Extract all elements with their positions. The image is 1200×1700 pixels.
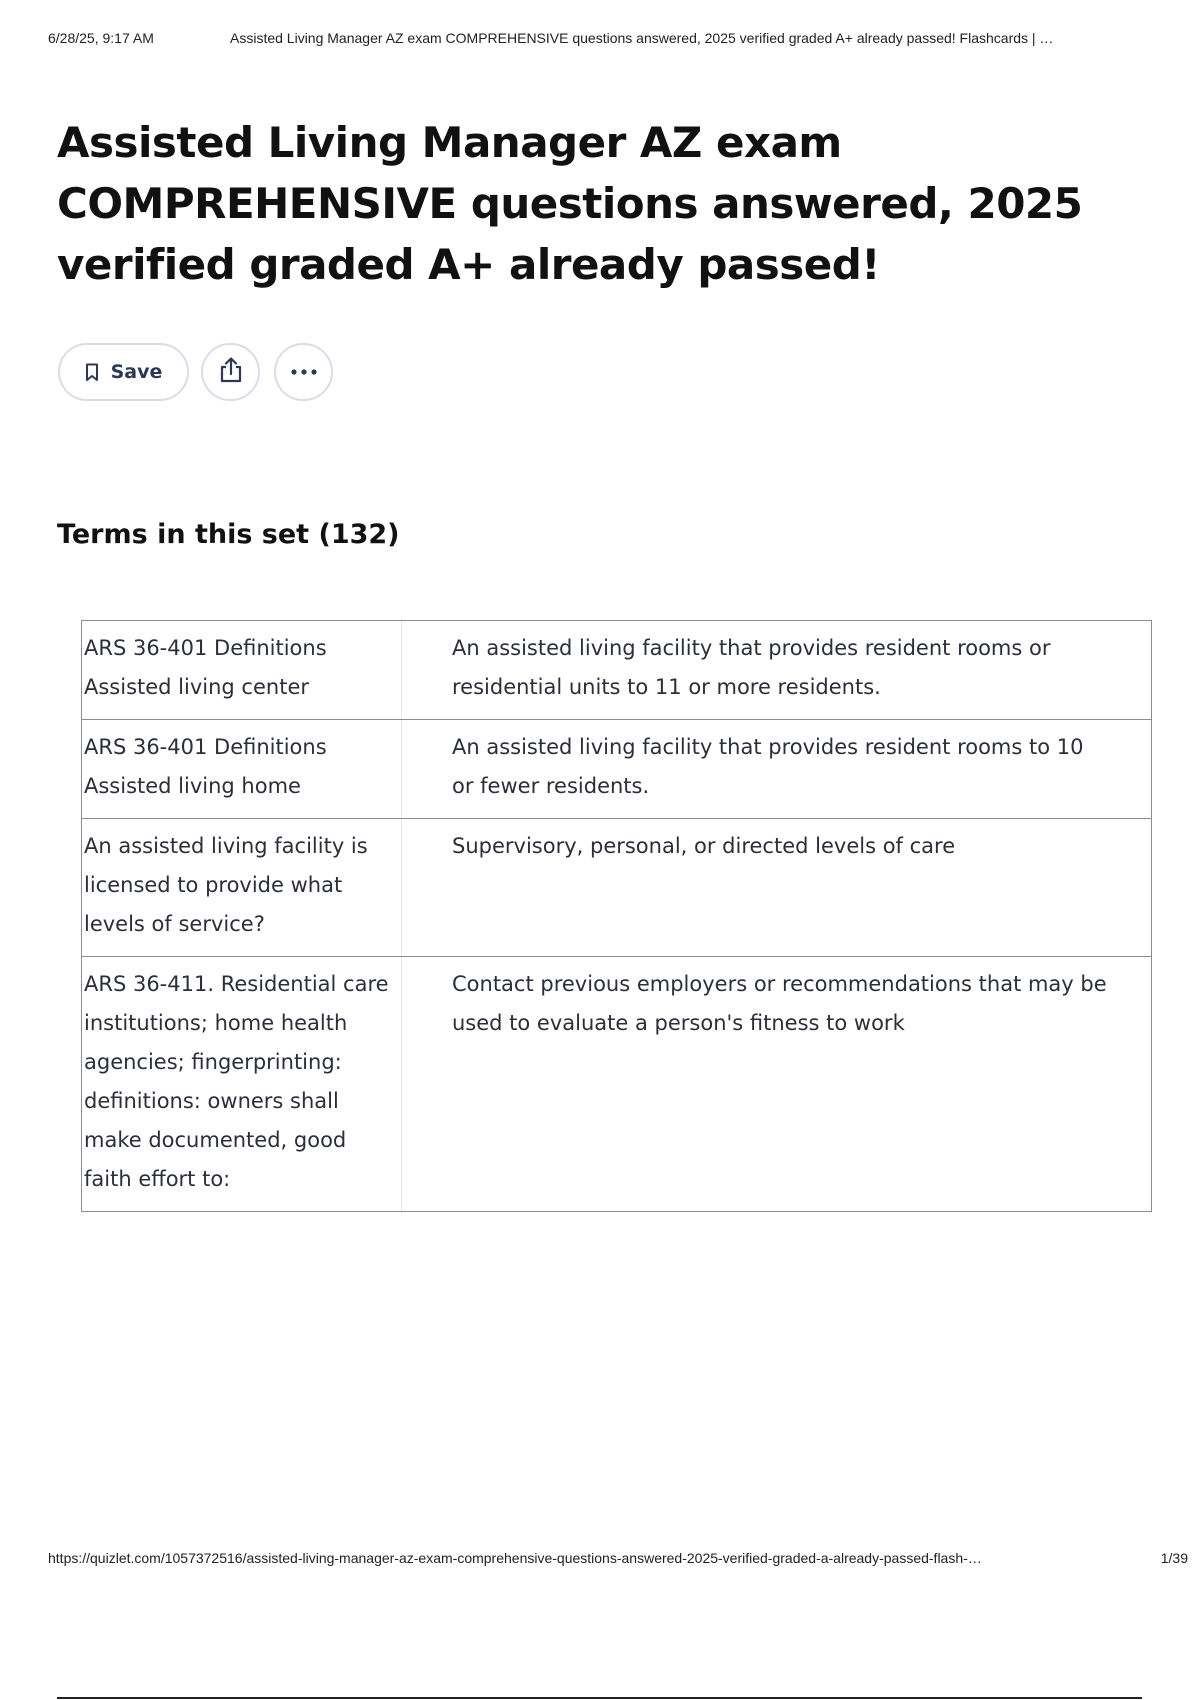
print-header: [48, 30, 1176, 50]
term-definition: An assisted living facility that provides resident rooms or residential units to 11 or more residents.: [452, 636, 1051, 699]
print-datetime: 6/28/25, 9:17 AM: [48, 30, 154, 46]
share-icon: [218, 356, 244, 389]
share-button[interactable]: [201, 343, 260, 401]
term-row[interactable]: [82, 957, 1151, 1211]
term-word: ARS 36-401 Definitions Assisted living center: [82, 621, 402, 719]
term-definition: An assisted living facility that provides resident rooms to 10 or fewer residents.: [452, 735, 1084, 798]
terms-table: [81, 620, 1152, 1212]
more-horizontal-icon: [290, 363, 318, 381]
page-divider: [57, 1697, 1142, 1699]
save-button[interactable]: [58, 343, 189, 401]
print-footer: [48, 1550, 1188, 1570]
term-word: ARS 36-411. Residential care institutions; home health agencies; fingerprinting: definitions: owners shall make documented, good faith effort to:: [82, 957, 402, 1211]
term-definition: Supervisory, personal, or directed levels of care: [452, 834, 956, 858]
term-row[interactable]: [82, 819, 1151, 957]
page-number: 1/39: [1160, 1550, 1188, 1566]
term-definition: Contact previous employers or recommendations that may be used to evaluate a person's fitness to work: [452, 972, 1107, 1035]
term-row[interactable]: [82, 720, 1151, 819]
term-word: ARS 36-401 Definitions Assisted living home: [82, 720, 402, 818]
terms-heading: Terms in this set (132): [57, 519, 400, 550]
term-word: An assisted living facility is licensed to provide what levels of service?: [82, 819, 402, 956]
more-options-button[interactable]: [274, 343, 333, 401]
print-doc-title: Assisted Living Manager AZ exam COMPREHENSIVE questions answered, 2025 verified graded A+ already passed! Flashcards | …: [230, 30, 1054, 46]
print-url: https://quizlet.com/1057372516/assisted-living-manager-az-exam-comprehensive-questions-answered-2025-verified-graded-a-already-passed-flash-…: [48, 1550, 982, 1566]
save-button-label: Save: [110, 361, 163, 383]
page-title: Assisted Living Manager AZ exam COMPREHENSIVE questions answered, 2025 verified graded A+ already passed!: [57, 118, 1083, 289]
term-row[interactable]: [82, 621, 1151, 720]
bookmark-icon: [85, 363, 99, 382]
